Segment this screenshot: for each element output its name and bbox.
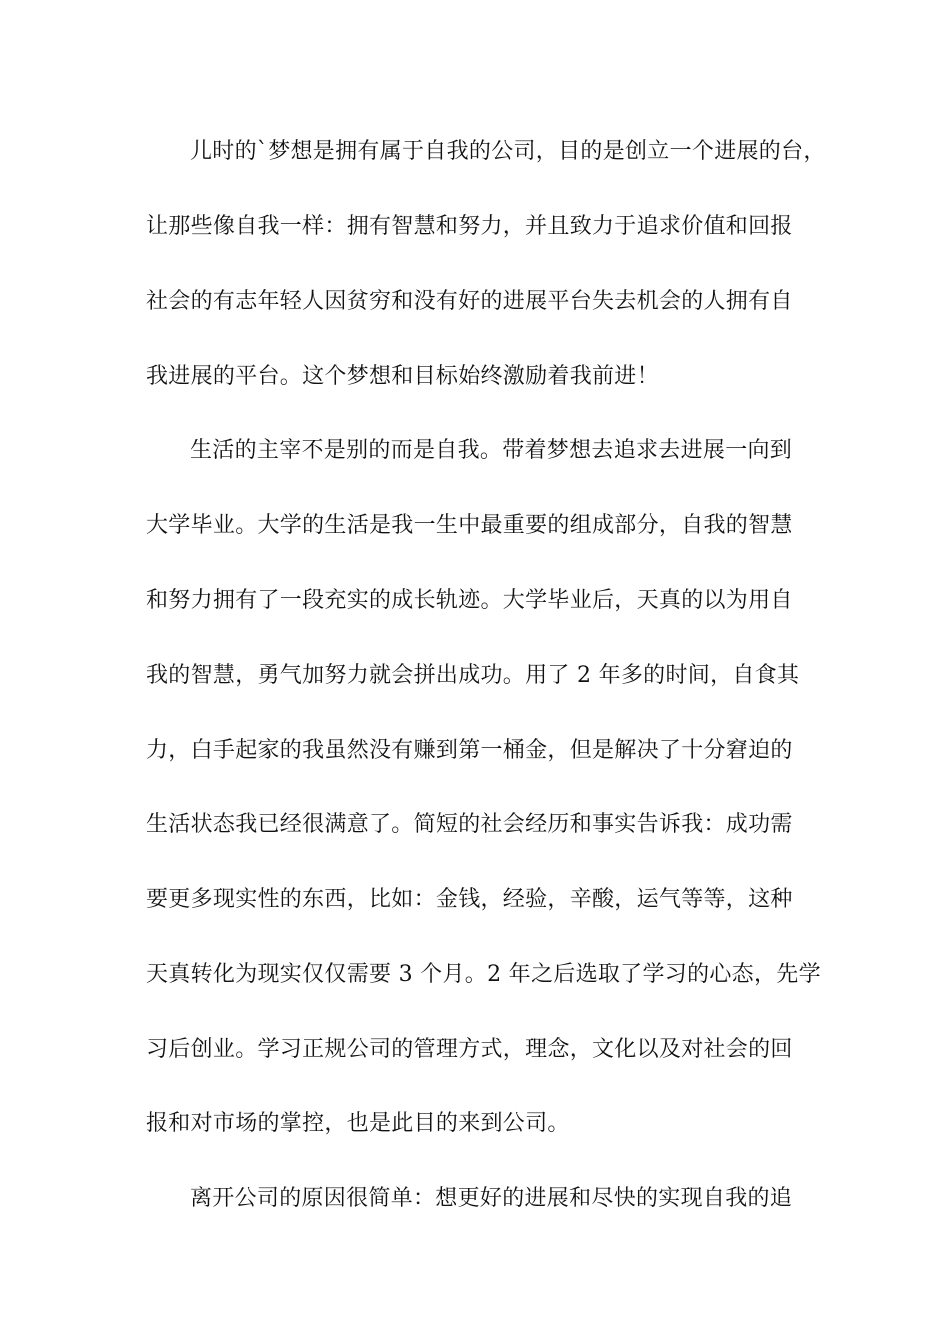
text-line: 习后创业。学习正规公司的管理方式，理念，文化以及对社会的回 bbox=[146, 1037, 793, 1062]
text-line: 大学毕业。大学的生活是我一生中最重要的组成部分，自我的智慧 bbox=[146, 513, 793, 538]
text-line: 社会的有志年轻人因贫穷和没有好的进展平台失去机会的人拥有自 bbox=[146, 289, 793, 314]
text-line: 报和对市场的掌控，也是此目的来到公司。 bbox=[146, 1111, 570, 1136]
text-line: 生活状态我已经很满意了。简短的社会经历和事实告诉我：成功需 bbox=[146, 812, 793, 837]
text-line: 和努力拥有了一段充实的成长轨迹。大学毕业后，天真的以为用自 bbox=[146, 588, 793, 613]
text-line: 要更多现实性的东西，比如：金钱，经验，辛酸，运气等等，这种 bbox=[146, 887, 793, 912]
text-line: 生活的主宰不是别的而是自我。带着梦想去追求去进展一向到 bbox=[190, 438, 793, 463]
text-line: 我进展的平台。这个梦想和目标始终激励着我前进！ bbox=[146, 364, 659, 389]
text-line: 天真转化为现实仅仅需要 3 个月。2 年之后选取了学习的心态，先学 bbox=[146, 962, 821, 987]
text-line: 儿时的`梦想是拥有属于自我的公司，目的是创立一个进展的台， bbox=[190, 139, 826, 164]
text-line: 我的智慧，勇气加努力就会拼出成功。用了 2 年多的时间，自食其 bbox=[146, 663, 800, 688]
text-line: 力，白手起家的我虽然没有赚到第一桶金，但是解决了十分窘迫的 bbox=[146, 738, 793, 763]
text-line: 让那些像自我一样：拥有智慧和努力，并且致力于追求价值和回报 bbox=[146, 214, 793, 239]
text-line: 离开公司的原因很简单：想更好的进展和尽快的实现自我的追 bbox=[190, 1186, 793, 1211]
